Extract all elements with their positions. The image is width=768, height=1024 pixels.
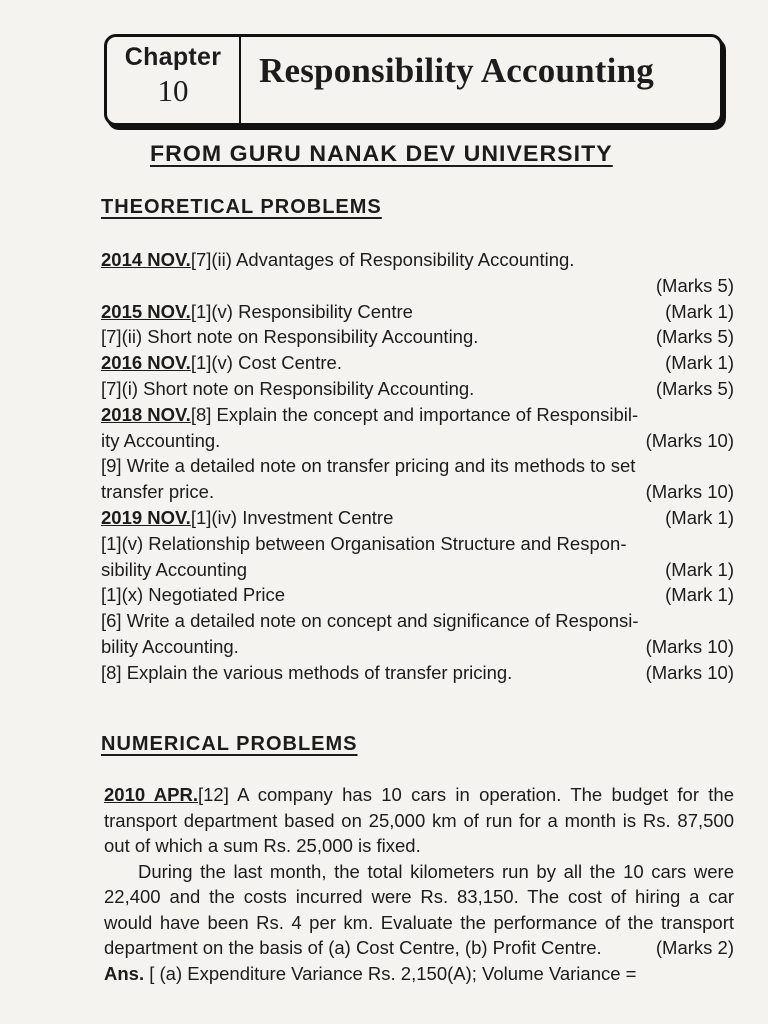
marks-label: (Mark 1)	[665, 506, 734, 528]
marks-label: (Mark 1)	[665, 558, 734, 580]
marks-label: (Mark 1)	[665, 300, 734, 322]
problem-text-2: During the last month, the total kilometers run by all the 10 cars were 22,400 and the costs incurred were Rs. 83,150. The cost of hiring a car would have been Rs. 4 per km. Evaluate the performance of the transport department on the basis of (a) Cost Centre, (b) Profit Centre.	[104, 860, 734, 958]
chapter-title: Responsibility Accounting	[259, 51, 654, 90]
theoretical-problems-list	[101, 247, 734, 686]
question-text: bility Accounting.	[101, 635, 239, 657]
year-tag: 2018 NOV.	[101, 403, 191, 425]
marks-label: (Marks 5)	[655, 274, 734, 296]
theory-line	[101, 299, 734, 325]
theory-line	[101, 402, 734, 428]
marks-label: (Marks 10)	[645, 481, 734, 503]
marks-label: (Marks 5)	[655, 326, 734, 348]
marks-label: (Marks 5)	[655, 377, 734, 399]
marks-label: (Marks 10)	[645, 635, 734, 657]
theoretical-heading: THEORETICAL PROBLEMS	[101, 196, 382, 218]
year-tag: 2015 NOV.	[101, 300, 191, 322]
numerical-heading: NUMERICAL PROBLEMS	[101, 733, 358, 755]
question-text: ity Accounting.	[101, 429, 221, 451]
year-tag: 2016 NOV.	[101, 352, 191, 374]
year-tag: 2019 NOV.	[101, 506, 191, 528]
question-text: [7](ii) Short note on Responsibility Accounting.	[101, 326, 479, 348]
question-text: [8] Explain the various methods of transfer pricing.	[101, 661, 513, 683]
question-text: transfer price.	[101, 481, 215, 503]
chapter-header	[104, 34, 723, 126]
question-text: [1](v) Cost Centre.	[190, 352, 342, 374]
question-text: [1](v) Responsibility Centre	[190, 300, 413, 322]
question-text: sibility Accounting	[101, 558, 248, 580]
theory-line	[101, 505, 734, 531]
question-text: [1](x) Negotiated Price	[101, 584, 286, 606]
answer-label: Ans.	[104, 962, 145, 984]
year-tag: 2014 NOV.	[101, 249, 191, 270]
question-text: [9] Write a detailed note on transfer pricing and its methods to set	[101, 455, 636, 477]
theory-line	[101, 608, 734, 634]
chapter-label-cell	[107, 37, 241, 123]
chapter-word: Chapter	[124, 43, 222, 71]
problem-text-1: [12] A company has 10 cars in operation. The budget for the transport department based on 25,000 km of run for a month is Rs. 87,500 out of which a sum Rs. 25,000 is fixed.	[104, 784, 735, 856]
theory-line	[101, 428, 734, 454]
numerical-problem	[104, 782, 734, 986]
theory-line	[101, 247, 734, 273]
theory-line	[101, 324, 734, 350]
answer-line	[104, 961, 734, 987]
problem-marks: (Marks 2)	[655, 937, 734, 958]
marks-label: (Mark 1)	[665, 584, 734, 606]
marks-label: (Mark 1)	[665, 352, 734, 374]
question-text: [8] Explain the concept and importance of Responsibil-	[190, 403, 639, 425]
marks-label: (Marks 10)	[645, 429, 734, 451]
theory-line	[101, 660, 734, 686]
theory-line	[101, 350, 734, 376]
problem-paragraph-1	[104, 782, 734, 859]
marks-label: (Marks 10)	[645, 661, 734, 683]
theory-line	[101, 273, 734, 299]
theory-line	[101, 634, 734, 660]
theory-line	[101, 557, 734, 583]
question-text: [1](iv) Investment Centre	[190, 506, 394, 528]
answer-text: [ (a) Expenditure Variance Rs. 2,150(A); Volume Variance =	[149, 962, 637, 984]
problem-paragraph-2	[104, 859, 734, 961]
theory-line	[101, 376, 734, 402]
question-text: [7](i) Short note on Responsibility Accounting.	[101, 377, 475, 399]
university-heading: FROM GURU NANAK DEV UNIVERSITY	[150, 141, 613, 166]
chapter-number: 10	[157, 73, 189, 108]
theory-line	[101, 479, 734, 505]
theory-line	[101, 531, 734, 557]
question-text: [7](ii) Advantages of Responsibility Accounting.	[190, 249, 575, 270]
question-text: [6] Write a detailed note on concept and significance of Responsi-	[101, 610, 639, 632]
question-text: [1](v) Relationship between Organisation Structure and Respon-	[101, 532, 627, 554]
theory-line	[101, 453, 734, 479]
theory-line	[101, 582, 734, 608]
year-tag: 2010 APR.	[104, 784, 198, 805]
